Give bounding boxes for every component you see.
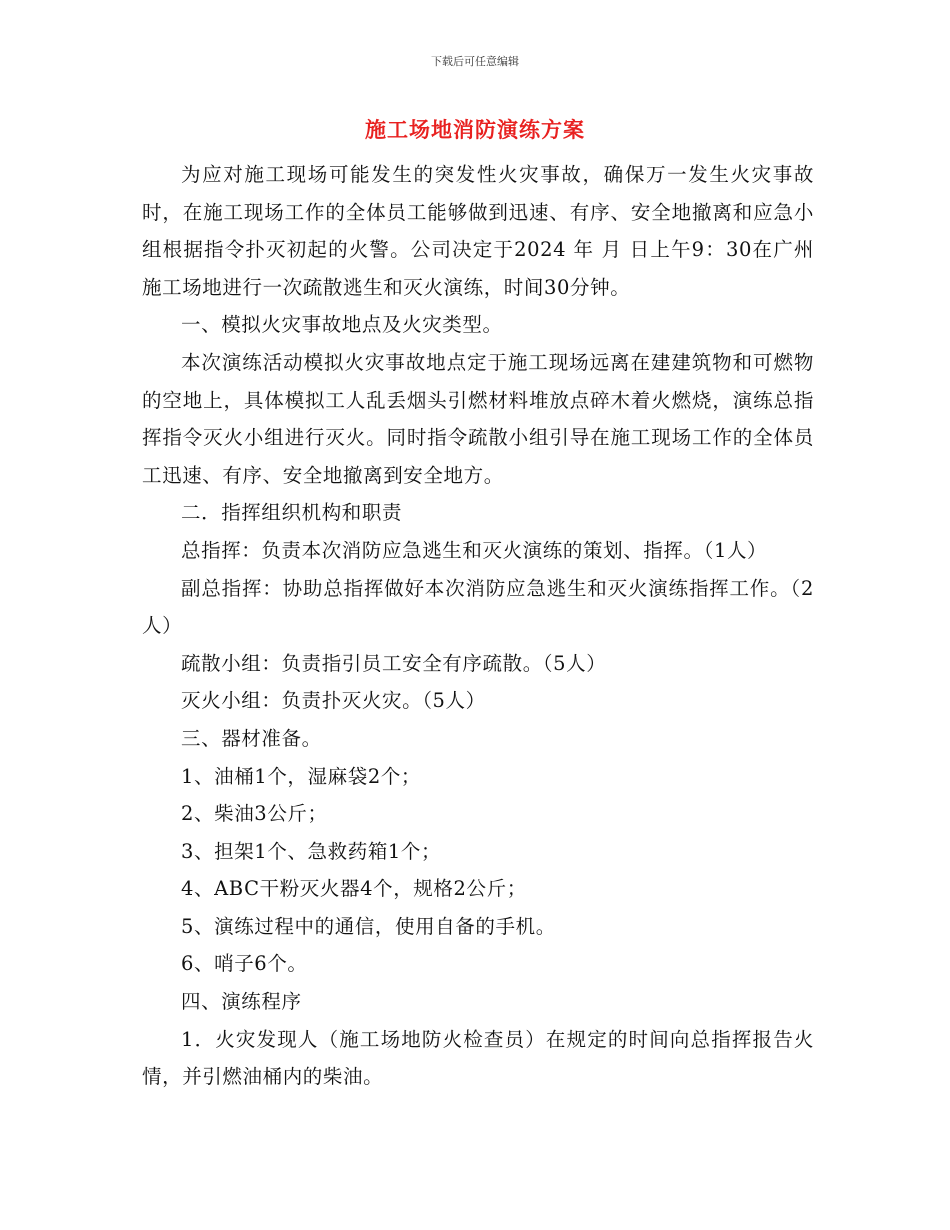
section-heading-3: 三、器材准备。 [181,726,322,750]
section-heading-2: 二．指挥组织机构和职责 [181,501,403,525]
page-header-note: 下载后可任意编辑 [431,55,519,68]
document-body [142,156,814,1096]
equipment-item-3: 3、担架1个、急救药箱1个； [181,839,442,863]
role-deputy-commander: 副总指挥：协助总指挥做好本次消防应急逃生和灭火演练指挥工作。（2人） [142,576,814,638]
procedure-step-1: 1．火灾发现人（施工场地防火检查员）在规定的时间向总指挥报告火情，并引燃油桶内的柴油。 [142,1027,814,1089]
equipment-item-5: 5、演练过程中的通信，使用自备的手机。 [181,914,556,938]
role-evacuation-team: 疏散小组：负责指引员工安全有序疏散。（5人） [181,651,607,675]
paragraph-scenario: 本次演练活动模拟火灾事故地点定于施工现场远离在建建筑物和可燃物的空地上，具体模拟工人乱丢烟头引燃材料堆放点碎木着火燃烧，演练总指挥指令灭火小组进行灭火。同时指令疏散小组引导在施工现场工作的全体员工迅速、有序、安全地撤离到安全地方。 [142,350,814,487]
equipment-item-1: 1、油桶1个，湿麻袋2个； [181,764,422,788]
equipment-item-6: 6、哨子6个。 [181,952,308,976]
equipment-item-2: 2、柴油3公斤； [181,802,328,826]
role-commander: 总指挥：负责本次消防应急逃生和灭火演练的策划、指挥。（1人） [181,538,768,562]
section-heading-4: 四、演练程序 [181,990,302,1014]
section-heading-1: 一、模拟火灾事故地点及火灾类型。 [181,313,503,337]
document-title: 施工场地消防演练方案 [365,117,585,142]
equipment-item-4: 4、ABC干粉灭火器4个，规格2公斤； [181,877,527,901]
role-firefighting-team: 灭火小组：负责扑灭火灾。（5人） [181,689,486,713]
paragraph-intro: 为应对施工现场可能发生的突发性火灾事故，确保万一发生火灾事故时，在施工现场工作的全体员工能够做到迅速、有序、安全地撤离和应急小组根据指令扑灭初起的火警。公司决定于2024 年 月 日上午9：30在广州施工场地进行一次疏散逃生和灭火演练，时间30分钟。 [142,163,814,299]
